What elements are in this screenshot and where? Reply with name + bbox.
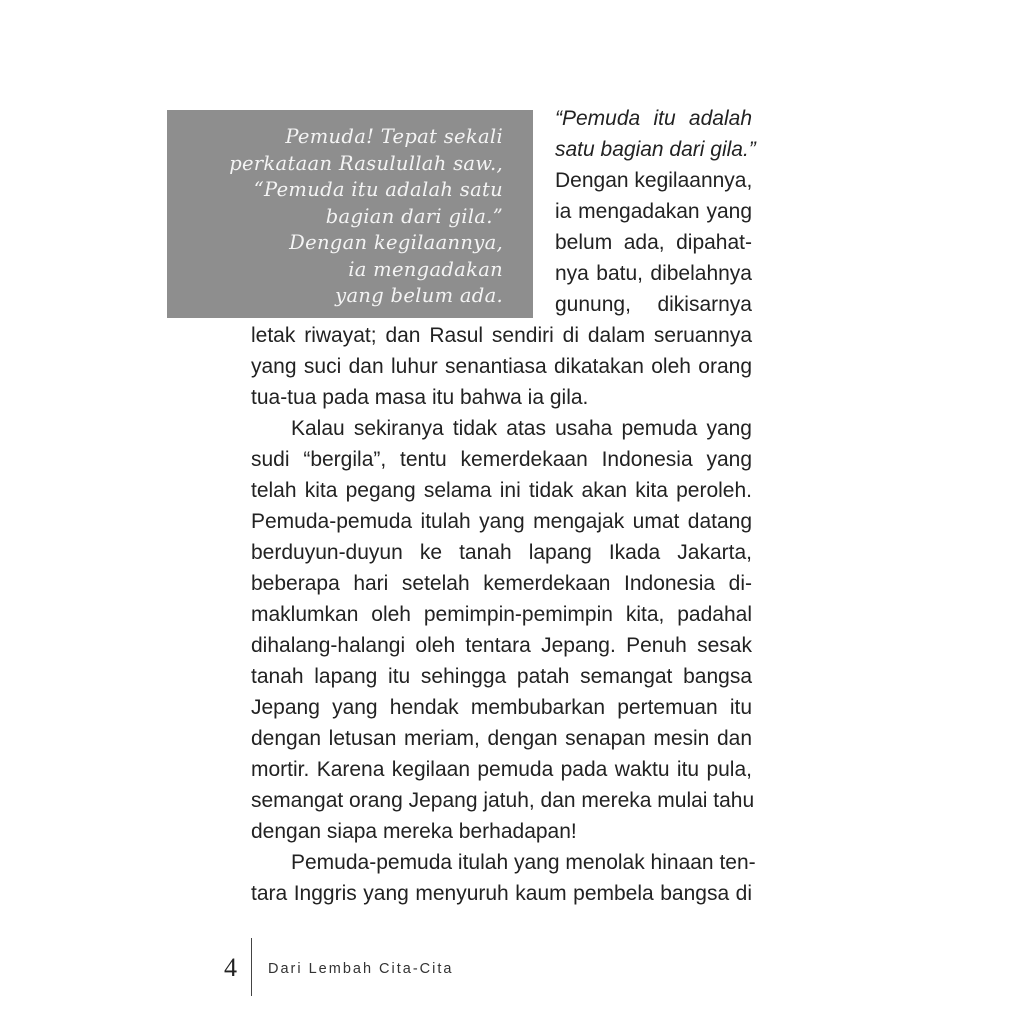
body-text-line: mortir. Karena kegilaan pemuda pada waktu itu pula, [251, 758, 752, 781]
body-text-line: telah kita pegang selama ini tidak akan kita peroleh. [251, 479, 752, 502]
body-text-line: tanah lapang itu sehingga patah semangat bangsa [251, 665, 752, 688]
pull-quote-line: yang belum ada. [335, 284, 503, 307]
running-title: Dari Lembah Cita-Cita [268, 961, 454, 977]
narrow-text-column [555, 103, 756, 320]
body-text-line: dengan letusan meriam, dengan senapan mesin dan [251, 727, 752, 750]
pull-quote-box [167, 110, 533, 318]
body-text-line: ia mengadakan yang [555, 200, 752, 223]
body-text-line: Pemuda-pemuda itulah yang mengajak umat datang [251, 510, 752, 533]
pull-quote-line: Dengan kegilaannya, [289, 231, 503, 254]
pull-quote-line: “Pemuda itu adalah satu [253, 178, 503, 201]
body-text-line: semangat orang Jepang jatuh, dan mereka mulai tahu [251, 789, 755, 812]
body-text-line: yang suci dan luhur senantiasa dikatakan oleh orang [251, 355, 752, 378]
body-text-line: dengan siapa mereka berhadapan! [251, 820, 577, 843]
body-text-line: gunung, dikisarnya [555, 293, 752, 316]
body-text-line: tara Inggris yang menyuruh kaum pembela bangsa di [251, 882, 752, 905]
body-text-line: letak riwayat; dan Rasul sendiri di dalam seruannya [251, 324, 752, 347]
body-text-line: Jepang yang hendak membubarkan pertemuan itu [251, 696, 752, 719]
pull-quote-line: bagian dari gila.” [325, 204, 503, 228]
quote-text-line: satu bagian dari gila.” [555, 138, 756, 161]
pull-quote-line: perkataan Rasulullah saw., [229, 151, 503, 175]
body-text-line: sudi “bergila”, tentu kemerdekaan Indonesia yang [251, 448, 752, 471]
body-text-line: maklumkan oleh pemimpin-pemimpin kita, padahal [251, 603, 752, 626]
paragraph-first-line: Pemuda-pemuda itulah yang menolak hinaan ten- [291, 851, 756, 874]
body-text-line: nya batu, dibelahnya [555, 262, 752, 285]
body-text-line: beberapa hari setelah kemerdekaan Indonesia di- [251, 572, 752, 595]
page-number: 4 [224, 953, 237, 982]
body-text-line: belum ada, dipahat- [555, 231, 752, 254]
body-text-line: tua-tua pada masa itu bahwa ia gila. [251, 386, 589, 409]
footer-divider [251, 938, 252, 996]
body-text-line: berduyun-duyun ke tanah lapang Ikada Jakarta, [251, 541, 752, 564]
pull-quote-line: ia mengadakan [348, 257, 503, 281]
body-text-line: Dengan kegilaannya, [555, 169, 753, 192]
body-text-line: dihalang-halangi oleh tentara Jepang. Penuh sesak [251, 634, 752, 657]
quote-text-line: “Pemuda itu adalah [555, 107, 752, 130]
paragraph-first-line: Kalau sekiranya tidak atas usaha pemuda yang [291, 417, 752, 440]
main-body-text [251, 320, 756, 909]
pull-quote-line: Pemuda! Tepat sekali [285, 125, 503, 148]
